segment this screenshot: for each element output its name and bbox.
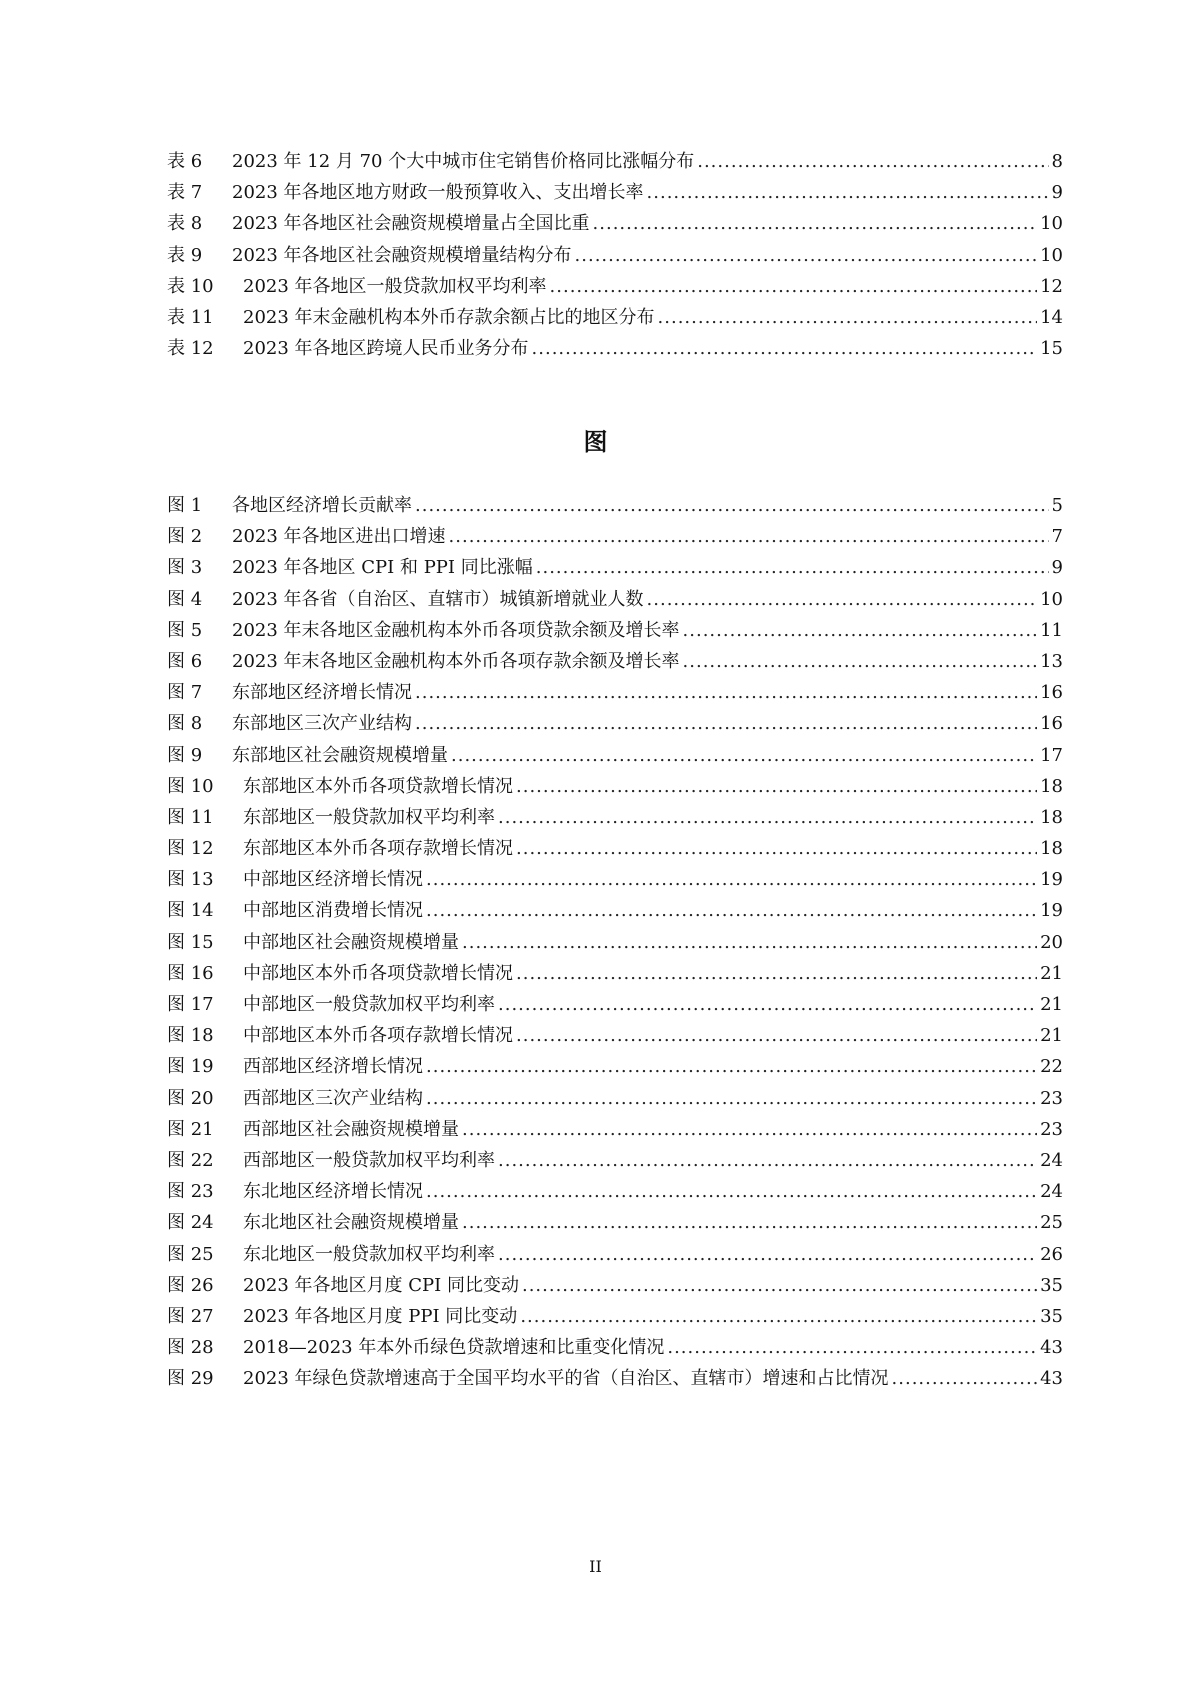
figure-entry[interactable] bbox=[167, 1083, 1063, 1114]
figure-page-number: 11 bbox=[1040, 619, 1063, 641]
figure-label: 图 3 bbox=[167, 557, 203, 579]
figure-label: 图 2 bbox=[167, 526, 203, 548]
figure-entry[interactable] bbox=[167, 1363, 1063, 1394]
figure-title: 2018—2023 年本外币绿色贷款增速和比重变化情况 bbox=[243, 1337, 665, 1359]
table-entry[interactable] bbox=[167, 302, 1063, 333]
figure-title: 2023 年各地区 CPI 和 PPI 同比涨幅 bbox=[232, 557, 533, 579]
figure-title: 西部地区三次产业结构 bbox=[243, 1087, 423, 1109]
figure-title: 中部地区经济增长情况 bbox=[243, 869, 423, 891]
figure-label: 图 15 bbox=[167, 931, 214, 953]
figure-title: 东北地区经济增长情况 bbox=[243, 1181, 423, 1203]
table-page-number: 14 bbox=[1040, 306, 1063, 328]
figure-label: 图 6 bbox=[167, 650, 203, 672]
figure-page-number: 21 bbox=[1040, 994, 1063, 1015]
table-entry[interactable] bbox=[167, 240, 1063, 271]
figures-heading: 图 bbox=[583, 428, 608, 456]
figure-page-number: 16 bbox=[1040, 682, 1063, 704]
figure-entry[interactable] bbox=[167, 864, 1063, 895]
table-label: 表 9 bbox=[167, 244, 203, 266]
dot-leader bbox=[683, 615, 1038, 646]
figure-entry[interactable] bbox=[167, 1051, 1063, 1082]
table-title: 2023 年各地区地方财政一般预算收入、支出增长率 bbox=[232, 182, 644, 204]
table-title: 2023 年各地区社会融资规模增量占全国比重 bbox=[232, 213, 590, 235]
figure-page-number: 23 bbox=[1040, 1087, 1063, 1109]
figure-page-number: 18 bbox=[1040, 838, 1063, 860]
figure-entry[interactable] bbox=[167, 1020, 1063, 1051]
figure-label: 图 28 bbox=[167, 1337, 214, 1359]
figure-entry[interactable] bbox=[167, 584, 1063, 615]
figure-label: 图 21 bbox=[167, 1118, 214, 1140]
figure-entry[interactable] bbox=[167, 958, 1063, 989]
dot-leader bbox=[426, 1176, 1037, 1207]
dot-leader bbox=[516, 833, 1037, 864]
table-entry[interactable] bbox=[167, 177, 1063, 208]
figure-entry[interactable] bbox=[167, 677, 1063, 708]
dot-leader bbox=[498, 1145, 1037, 1176]
table-page-number: 8 bbox=[1051, 151, 1063, 172]
figure-label: 图 26 bbox=[167, 1274, 214, 1296]
figure-list bbox=[167, 490, 1063, 1394]
figure-label: 图 5 bbox=[167, 619, 203, 641]
table-title: 2023 年 12 月 70 个大中城市住宅销售价格同比涨幅分布 bbox=[232, 151, 695, 172]
figure-label: 图 14 bbox=[167, 900, 214, 922]
dot-leader bbox=[426, 895, 1037, 926]
figure-title: 东部地区经济增长情况 bbox=[232, 682, 412, 704]
figure-title: 2023 年各地区月度 CPI 同比变动 bbox=[243, 1274, 519, 1296]
figure-title: 各地区经济增长贡献率 bbox=[232, 495, 412, 516]
dot-leader bbox=[498, 1239, 1037, 1270]
figure-label: 图 1 bbox=[167, 495, 203, 516]
figure-label: 图 13 bbox=[167, 869, 214, 891]
dot-leader bbox=[516, 1020, 1037, 1051]
table-entry[interactable] bbox=[167, 333, 1063, 364]
figure-page-number: 43 bbox=[1040, 1337, 1063, 1359]
table-title: 2023 年各地区跨境人民币业务分布 bbox=[243, 338, 529, 360]
figure-page-number: 21 bbox=[1040, 962, 1063, 984]
dot-leader bbox=[415, 677, 1037, 708]
figure-title: 西部地区社会融资规模增量 bbox=[243, 1118, 459, 1140]
figure-entry[interactable] bbox=[167, 1114, 1063, 1145]
figure-title: 东部地区本外币各项贷款增长情况 bbox=[243, 775, 513, 797]
figure-entry[interactable] bbox=[167, 1176, 1063, 1207]
figure-title: 东北地区社会融资规模增量 bbox=[243, 1212, 459, 1234]
dot-leader bbox=[516, 771, 1037, 802]
figure-title: 2023 年各省（自治区、直辖市）城镇新增就业人数 bbox=[232, 588, 644, 610]
figure-page-number: 26 bbox=[1040, 1243, 1063, 1265]
table-label: 表 12 bbox=[167, 338, 214, 360]
dot-leader bbox=[520, 1301, 1037, 1332]
table-entry[interactable] bbox=[167, 146, 1063, 177]
table-label: 表 7 bbox=[167, 182, 203, 204]
dot-leader bbox=[426, 1083, 1037, 1114]
dot-leader bbox=[415, 490, 1049, 521]
figure-page-number: 10 bbox=[1040, 588, 1063, 610]
figure-page-number: 35 bbox=[1040, 1305, 1063, 1327]
table-page-number: 9 bbox=[1051, 182, 1063, 204]
figure-title: 中部地区社会融资规模增量 bbox=[243, 931, 459, 953]
figure-entry[interactable] bbox=[167, 708, 1063, 739]
figure-label: 图 23 bbox=[167, 1181, 214, 1203]
figure-title: 中部地区一般贷款加权平均利率 bbox=[243, 994, 495, 1015]
figure-label: 图 19 bbox=[167, 1056, 214, 1078]
figure-title: 西部地区经济增长情况 bbox=[243, 1056, 423, 1078]
figure-entry[interactable] bbox=[167, 927, 1063, 958]
figure-page-number: 43 bbox=[1040, 1368, 1063, 1390]
figure-entry[interactable] bbox=[167, 1239, 1063, 1270]
figure-page-number: 19 bbox=[1040, 900, 1063, 922]
figure-label: 图 10 bbox=[167, 775, 214, 797]
figure-entry[interactable] bbox=[167, 1332, 1063, 1363]
figure-label: 图 29 bbox=[167, 1368, 214, 1390]
figure-title: 西部地区一般贷款加权平均利率 bbox=[243, 1149, 495, 1171]
figure-entry[interactable] bbox=[167, 802, 1063, 833]
figure-entry[interactable] bbox=[167, 740, 1063, 771]
figure-entry[interactable] bbox=[167, 490, 1063, 521]
figure-entry[interactable] bbox=[167, 1145, 1063, 1176]
figure-page-number: 20 bbox=[1040, 931, 1063, 953]
figure-title: 2023 年绿色贷款增速高于全国平均水平的省（自治区、直辖市）增速和占比情况 bbox=[243, 1368, 889, 1390]
dot-leader bbox=[658, 302, 1038, 333]
figure-label: 图 17 bbox=[167, 994, 214, 1015]
figure-title: 2023 年末各地区金融机构本外币各项存款余额及增长率 bbox=[232, 650, 680, 672]
figure-entry[interactable] bbox=[167, 521, 1063, 552]
figure-entry[interactable] bbox=[167, 1301, 1063, 1332]
dot-leader bbox=[536, 552, 1049, 583]
table-page-number: 15 bbox=[1040, 338, 1063, 360]
table-title: 2023 年各地区一般贷款加权平均利率 bbox=[243, 275, 547, 297]
figure-title: 2023 年各地区进出口增速 bbox=[232, 526, 446, 548]
figure-page-number: 23 bbox=[1040, 1118, 1063, 1140]
table-title: 2023 年末金融机构本外币存款余额占比的地区分布 bbox=[243, 306, 655, 328]
dot-leader bbox=[683, 646, 1038, 677]
figure-title: 中部地区本外币各项贷款增长情况 bbox=[243, 962, 513, 984]
figure-page-number: 19 bbox=[1040, 869, 1063, 891]
figure-page-number: 18 bbox=[1040, 775, 1063, 797]
table-label: 表 11 bbox=[167, 306, 214, 328]
figure-label: 图 18 bbox=[167, 1025, 214, 1047]
dot-leader bbox=[462, 1114, 1037, 1145]
dot-leader bbox=[647, 177, 1049, 208]
dot-leader bbox=[593, 208, 1038, 239]
figure-page-number: 24 bbox=[1040, 1149, 1063, 1171]
figure-page-number: 7 bbox=[1051, 526, 1063, 548]
dot-leader bbox=[498, 802, 1037, 833]
dot-leader bbox=[462, 1207, 1037, 1238]
dot-leader bbox=[498, 989, 1037, 1020]
figure-label: 图 11 bbox=[167, 806, 214, 828]
figure-page-number: 35 bbox=[1040, 1274, 1063, 1296]
figure-label: 图 24 bbox=[167, 1212, 214, 1234]
table-page-number: 12 bbox=[1040, 275, 1063, 297]
dot-leader bbox=[462, 927, 1037, 958]
figure-title: 2023 年末各地区金融机构本外币各项贷款余额及增长率 bbox=[232, 619, 680, 641]
page-number: II bbox=[589, 1557, 602, 1576]
dot-leader bbox=[532, 333, 1038, 364]
figure-label: 图 9 bbox=[167, 744, 203, 766]
figure-entry[interactable] bbox=[167, 1207, 1063, 1238]
dot-leader bbox=[426, 1051, 1037, 1082]
figure-page-number: 13 bbox=[1040, 650, 1063, 672]
dot-leader bbox=[426, 864, 1037, 895]
table-entry[interactable] bbox=[167, 271, 1063, 302]
figure-label: 图 4 bbox=[167, 588, 203, 610]
table-label: 表 10 bbox=[167, 275, 214, 297]
figure-label: 图 16 bbox=[167, 962, 214, 984]
figure-page-number: 9 bbox=[1051, 557, 1063, 579]
figure-label: 图 25 bbox=[167, 1243, 214, 1265]
figure-title: 2023 年各地区月度 PPI 同比变动 bbox=[243, 1305, 518, 1327]
figure-entry[interactable] bbox=[167, 615, 1063, 646]
figure-entry[interactable] bbox=[167, 989, 1063, 1020]
figure-page-number: 16 bbox=[1040, 713, 1063, 735]
figure-entry[interactable] bbox=[167, 552, 1063, 583]
figure-title: 中部地区消费增长情况 bbox=[243, 900, 423, 922]
table-list bbox=[167, 146, 1063, 364]
figure-page-number: 18 bbox=[1040, 806, 1063, 828]
figure-entry[interactable] bbox=[167, 1270, 1063, 1301]
dot-leader bbox=[667, 1332, 1037, 1363]
figure-label: 图 7 bbox=[167, 682, 203, 704]
figure-title: 东部地区一般贷款加权平均利率 bbox=[243, 806, 495, 828]
figure-entry[interactable] bbox=[167, 771, 1063, 802]
dot-leader bbox=[697, 146, 1048, 177]
figure-title: 中部地区本外币各项存款增长情况 bbox=[243, 1025, 513, 1047]
figure-label: 图 12 bbox=[167, 838, 214, 860]
dot-leader bbox=[449, 521, 1049, 552]
dot-leader bbox=[647, 584, 1038, 615]
table-label: 表 6 bbox=[167, 151, 203, 172]
figure-page-number: 25 bbox=[1040, 1212, 1063, 1234]
dot-leader bbox=[892, 1363, 1038, 1394]
figure-title: 东部地区社会融资规模增量 bbox=[232, 744, 448, 766]
figure-page-number: 17 bbox=[1040, 744, 1063, 766]
figure-title: 东北地区一般贷款加权平均利率 bbox=[243, 1243, 495, 1265]
figure-label: 图 22 bbox=[167, 1149, 214, 1171]
figure-title: 东部地区本外币各项存款增长情况 bbox=[243, 838, 513, 860]
dot-leader bbox=[451, 740, 1037, 771]
dot-leader bbox=[522, 1270, 1037, 1301]
figure-label: 图 20 bbox=[167, 1087, 214, 1109]
dot-leader bbox=[550, 271, 1038, 302]
table-page-number: 10 bbox=[1040, 213, 1063, 235]
table-label: 表 8 bbox=[167, 213, 203, 235]
figure-entry[interactable] bbox=[167, 646, 1063, 677]
figure-page-number: 22 bbox=[1040, 1056, 1063, 1078]
dot-leader bbox=[516, 958, 1037, 989]
dot-leader bbox=[415, 708, 1037, 739]
figure-page-number: 5 bbox=[1051, 495, 1063, 516]
figure-label: 图 8 bbox=[167, 713, 203, 735]
figure-entry[interactable] bbox=[167, 833, 1063, 864]
figure-title: 东部地区三次产业结构 bbox=[232, 713, 412, 735]
table-page-number: 10 bbox=[1040, 244, 1063, 266]
figure-label: 图 27 bbox=[167, 1305, 214, 1327]
figure-page-number: 21 bbox=[1040, 1025, 1063, 1047]
figure-entry[interactable] bbox=[167, 895, 1063, 926]
dot-leader bbox=[575, 240, 1038, 271]
figure-page-number: 24 bbox=[1040, 1181, 1063, 1203]
table-entry[interactable] bbox=[167, 208, 1063, 239]
table-title: 2023 年各地区社会融资规模增量结构分布 bbox=[232, 244, 572, 266]
